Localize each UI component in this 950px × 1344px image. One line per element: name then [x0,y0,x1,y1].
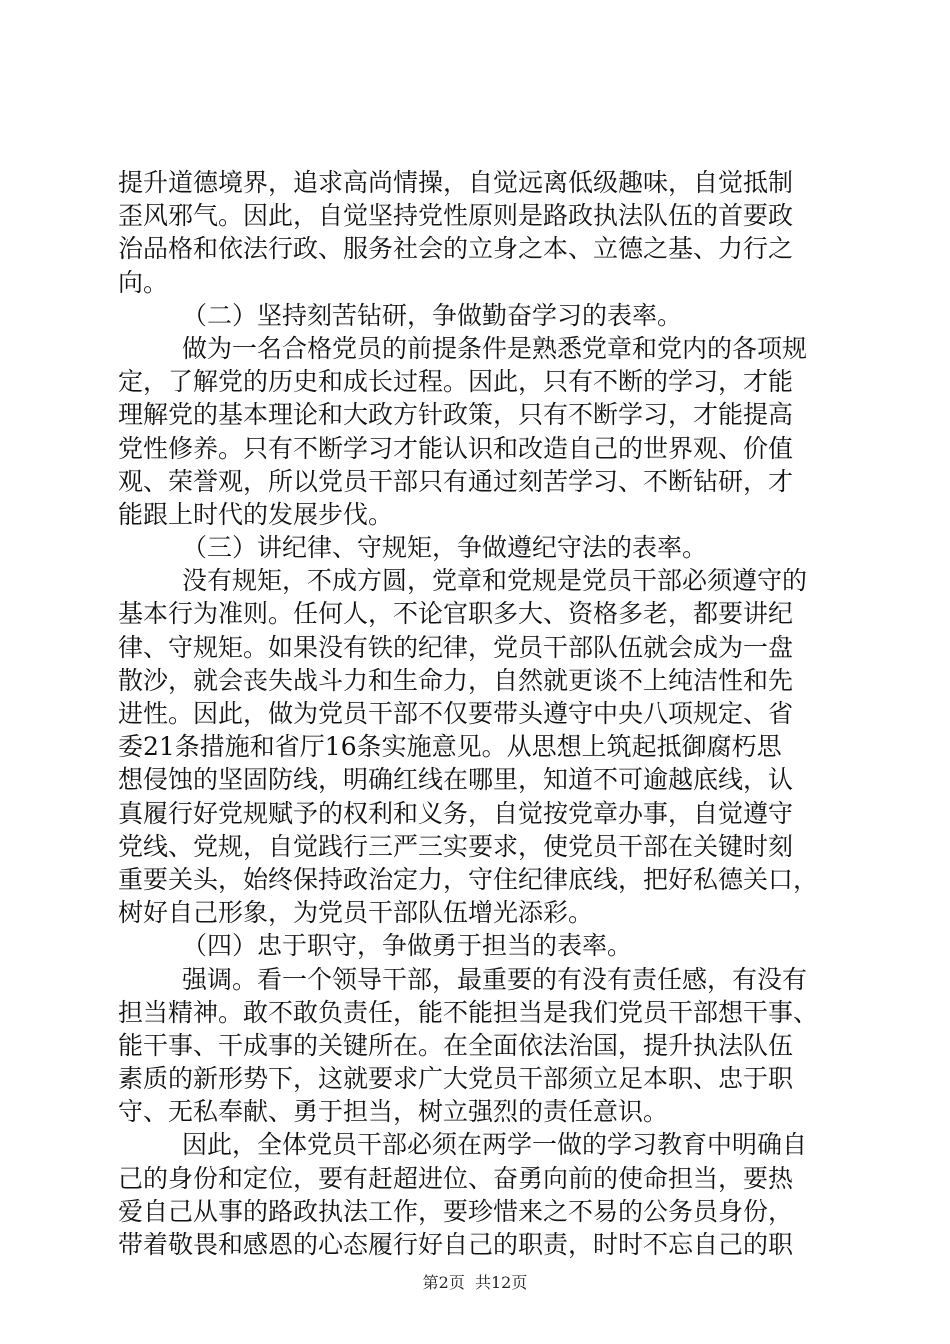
paragraph-start-line: 做为一名合格党员的前提条件是熟悉党章和党内的各项规 [182,333,808,363]
text-line: 提升道德境界，追求高尚情操，自觉远离低级趣味，自觉抵制 [118,168,794,197]
text-line: 能跟上时代的发展步伐。 [118,499,394,529]
text-line: 基本行为准则。任何人，不论官职多大、资格多老，都要讲纪 [118,599,794,629]
text-line: 守、无私奉献、勇于担当，树立强烈的责任意识。 [118,1097,669,1127]
text-line: 真履行好党规赋予的权利和义务，自觉按党章办事，自觉遵守 [118,798,794,828]
text-line: 歪风邪气。因此，自觉坚持党性原则是路政执法队伍的首要政 [118,201,794,231]
paragraph-start-line: 没有规矩，不成方圆，党章和党规是党员干部必须遵守的 [182,566,808,596]
text-line: 进性。因此，做为党员干部不仅要带头遵守中央八项规定、省 [118,699,794,728]
text-line: 重要关头，始终保持政治定力，守住纪律底线，把好私德关口， [118,864,819,894]
paragraph-start-line: （三）讲纪律、守规矩，争做遵纪守法的表率。 [182,533,708,563]
text-line: 树好自己形象，为党员干部队伍增光添彩。 [118,898,594,928]
text-line: 向。 [118,267,169,297]
text-line: 律、守规矩。如果没有铁的纪律，党员干部队伍就会成为一盘 [118,632,794,662]
text-line: 治品格和依法行政、服务社会的立身之本、立德之基、力行之 [118,234,794,264]
document-body [118,166,840,1261]
text-line: 党性修养。只有不断学习才能认识和改造自己的世界观、价值 [118,433,794,463]
text-line: 想侵蚀的坚固防线，明确红线在哪里，知道不可逾越底线，认 [118,765,794,795]
paragraph-start-line: （四）忠于职守，争做勇于担当的表率。 [182,931,633,961]
paragraph-start-line: （二）坚持刻苦钻研，争做勤奋学习的表率。 [182,300,683,330]
text-line: 爱自己从事的路政执法工作，要珍惜来之不易的公务员身份， [118,1196,794,1226]
text-line: 素质的新形势下，这就要求广大党员干部须立足本职、忠于职 [118,1064,794,1094]
text-line: 党线、党规，自觉践行三严三实要求，使党员干部在关键时刻 [118,831,794,861]
text-line: 委21条措施和省厅16条实施意见。从思想上筑起抵御腐朽思 [118,732,782,762]
text-line: 担当精神。敢不敢负责任，能不能担当是我们党员干部想干事、 [118,997,819,1027]
text-line: 散沙，就会丧失战斗力和生命力，自然就更谈不上纯洁性和先 [118,665,794,695]
paragraph-start-line: 因此，全体党员干部必须在两学一做的学习教育中明确自 [182,1130,808,1160]
text-line: 定，了解党的历史和成长过程。因此，只有不断的学习，才能 [118,367,794,397]
text-line: 观、荣誉观，所以党员干部只有通过刻苦学习、不断钻研，才 [118,466,794,496]
text-line: 能干事、干成事的关键所在。在全面依法治国，提升执法队伍 [118,1030,794,1060]
page-footer: 第2页 共12页 [422,1273,528,1292]
text-line: 带着敬畏和感恩的心态履行好自己的职责，时时不忘自己的职 [118,1230,794,1259]
paragraph-start-line: 强调。看一个领导干部，最重要的有没有责任感，有没有 [182,964,808,994]
text-line: 己的身份和定位，要有赶超进位、奋勇向前的使命担当，要热 [118,1163,794,1193]
text-line: 理解党的基本理论和大政方针政策，只有不断学习，才能提高 [118,400,794,430]
